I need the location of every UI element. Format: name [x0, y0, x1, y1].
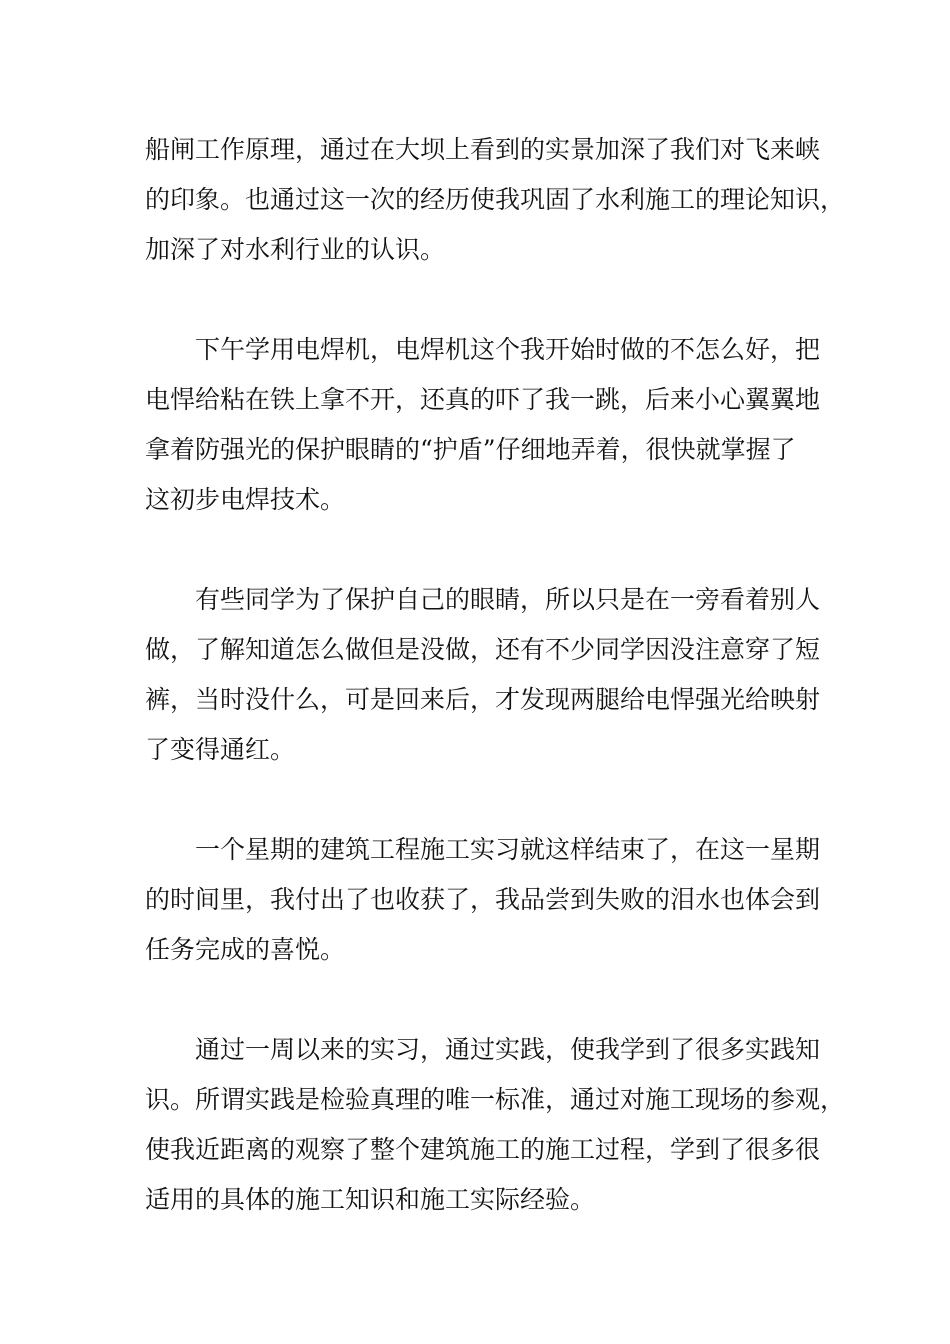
text-line: 船闸工作原理，通过在大坝上看到的实景加深了我们对飞来峡 — [145, 135, 821, 164]
text-line: 使我近距离的观察了整个建筑施工的施工过程，学到了很多很 — [145, 1135, 821, 1164]
text-line: 加深了对水利行业的认识。 — [145, 235, 446, 264]
text-line: 任务完成的喜悦。 — [145, 935, 346, 964]
text-line: 适用的具体的施工知识和施工实际经验。 — [145, 1185, 596, 1214]
text-line: 拿着防强光的保护眼睛的“护盾”仔细地弄着，很快就掌握了 — [145, 435, 796, 464]
text-line: 一个星期的建筑工程施工实习就这样结束了，在这一星期 — [195, 835, 821, 864]
text-line: 有些同学为了保护自己的眼睛，所以只是在一旁看着别人 — [195, 585, 821, 614]
text-line: 通过一周以来的实习，通过实践，使我学到了很多实践知 — [195, 1035, 821, 1064]
text-line: 做，了解知道怎么做但是没做，还有不少同学因没注意穿了短 — [145, 635, 821, 664]
text-line: 的时间里，我付出了也收获了，我品尝到失败的泪水也体会到 — [145, 885, 821, 914]
text-line: 识。所谓实践是检验真理的唯一标准，通过对施工现场的参观， — [145, 1085, 846, 1114]
paragraph-4 — [145, 825, 821, 975]
text-line: 这初步电焊技术。 — [145, 485, 346, 514]
text-line: 的印象。也通过这一次的经历使我巩固了水利施工的理论知识， — [145, 185, 846, 214]
text-line: 电悍给粘在铁上拿不开，还真的吓了我一跳，后来小心翼翼地 — [145, 385, 821, 414]
paragraph-1 — [145, 125, 846, 275]
text-line: 下午学用电焊机，电焊机这个我开始时做的不怎么好，把 — [195, 335, 821, 364]
text-line: 了变得通红。 — [145, 735, 296, 764]
paragraph-5 — [145, 1025, 846, 1225]
paragraph-2 — [145, 325, 821, 525]
paragraph-3 — [145, 575, 821, 775]
text-line: 裤，当时没什么，可是回来后，才发现两腿给电悍强光给映射 — [145, 685, 821, 714]
